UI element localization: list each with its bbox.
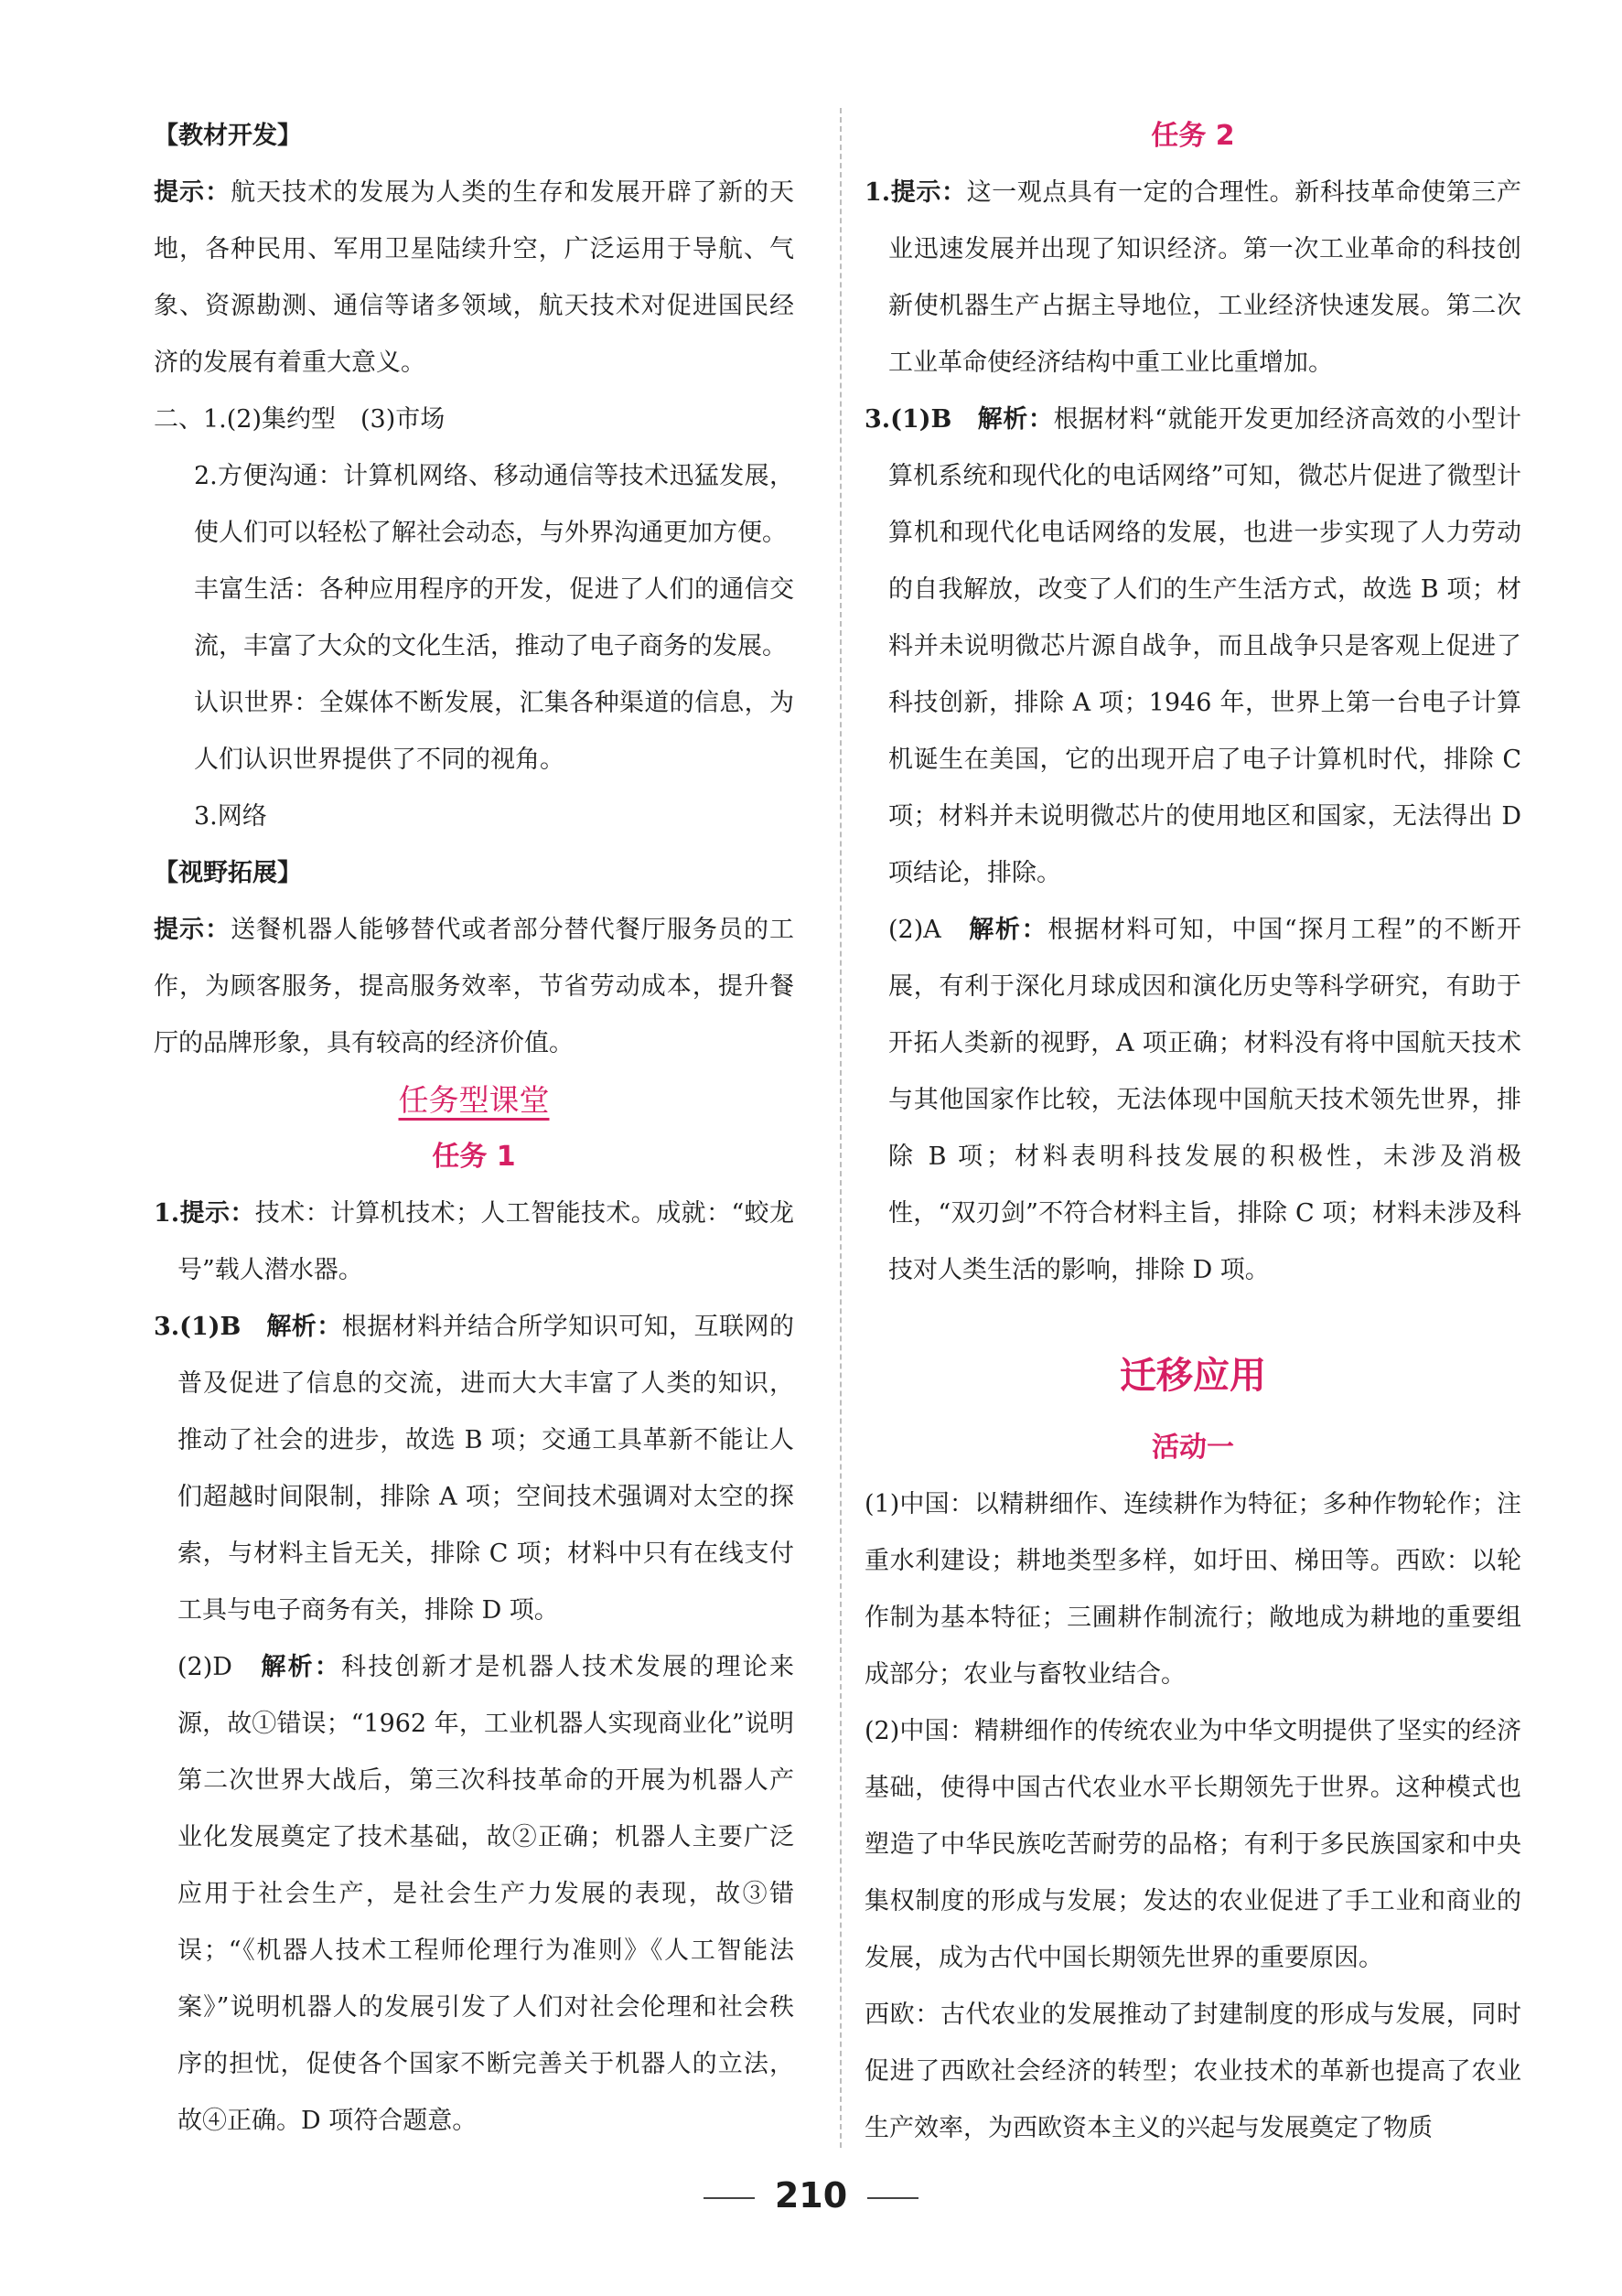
vision-paragraph [154,902,794,1072]
hint-text: 送餐机器人能够替代或者部分替代餐厅服务员的工作，为顾客服务，提高服务效率，节省劳动成本，提升餐厅的品牌形象，具有较高的经济价值。 [154,916,794,1057]
page-number-left-rule [704,2197,755,2199]
answer-2-1: 二、1.(2)集约型 (3)市场 [154,405,446,434]
task1-answer-3-2 [154,1639,794,2150]
vision-heading: 【视野拓展】 [154,859,302,887]
analysis-text: 科技创新才是机器人技术发展的理论来源，故①错误；“1962 年，工业机器人实现商业化”说明第二次世界大战后，第三次科技革命的开展为机器人产业化发展奠定了技术基础，故②正确；机器人主要广泛应用于社会生产，是社会生产力发展的表现，故③错误；“《机器人技术工程师伦理行为准则》《人工智能法案》”说明机器人的发展引发了人们对社会伦理和社会秩序的担忧，促使各个国家不断完善关于机器人的立法，故④正确。D 项符合题意。 [177,1653,795,2135]
page-number [0,2175,1622,2216]
analysis-label: 解析： [266,1313,342,1341]
activity-1-title: 活动一 [1152,1432,1234,1464]
hint-text: 航天技术的发展为人类的生存和发展开辟了新的天地，各种民用、军用卫星陆续升空，广泛运用于导航、气象、资源勘测、通信等诸多领域，航天技术对促进国民经济的发展有着重大意义。 [154,178,794,377]
analysis-label: 解析： [977,405,1054,434]
answer-2-2-life: 丰富生活：各种应用程序的开发，促进了人们的通信交流，丰富了大众的文化生活，推动了电子商务的发展。 [194,575,794,660]
analysis-text: 根据材料“就能开发更加经济高效的小型计算机系统和现代化的电话网络”可知，微芯片促进了微型计算机和现代化电话网络的发展，也进一步实现了人力劳动的自我解放，改变了人们的生产生活方式，故选 B 项；材料并未说明微芯片源自战争，而且战争只是客观上促进了科技创新，排除 A 项；1946 年，世界上第一台电子计算机诞生在美国，它的出现开启了电子计算机时代，排除 C 项；材料并未说明微芯片的使用地区和国家，无法得出 D 项结论，排除。 [888,405,1521,887]
answer-prefix: (2)D [177,1653,262,1681]
analysis-text: 根据材料可知，中国“探月工程”的不断开展，有利于深化月球成因和演化历史等科学研究，有助于开拓人类新的视野，A 项正确；材料没有将中国航天技术与其他国家作比较，无法体现中国航天技术领先世界，排除 B 项；材料表明科技发展的积极性，未涉及消极性，“双刃剑”不符合材料主旨，排除 C 项；材料未涉及科技对人类生活的影响，排除 D 项。 [888,916,1522,1284]
hint-label: 提示： [154,916,231,944]
analysis-label: 解析： [969,916,1048,944]
section-title-task-class: 任务型课堂 [398,1082,550,1118]
hint-label: 1.提示： [865,178,967,207]
page-number-right-rule [867,2197,918,2199]
answer-2-2-communication: 2.方便沟通：计算机网络、移动通信等技术迅猛发展，使人们可以轻松了解社会动态，与外界沟通更加方便。 [194,462,794,547]
hint-label: 1.提示： [154,1199,255,1228]
task2-answer-3-1 [865,392,1521,902]
analysis-label: 解析： [261,1653,342,1681]
answer-prefix: 3.(1)B [865,405,978,434]
hint-label: 提示： [154,178,231,207]
activity1-answer-2: (2)中国：精耕细作的传统农业为中华文明提供了坚实的经济基础，使得中国古代农业水平长期领先于世界。这种模式也塑造了中华民族吃苦耐劳的品格；有利于多民族国家和中央集权制度的形成与发展；发达的农业促进了手工业和商业的发展，成为古代中国长期领先世界的重要原因。 [865,1717,1521,1972]
answer-2-2-world: 认识世界：全媒体不断发展，汇集各种渠道的信息，为人们认识世界提供了不同的视角。 [194,689,794,774]
textbook-dev-heading: 【教材开发】 [154,122,302,150]
answer-prefix: (2)A [888,916,970,944]
task-2-title: 任务 2 [1151,120,1235,152]
activity1-answer-1: (1)中国：以精耕细作、连续耕作为特征；多种作物轮作；注重水利建设；耕地类型多样，如圩田、梯田等。西欧：以轮作制为基本特征；三圃耕作制流行；敞地成为耕地的重要组成部分；农业与畜牧业结合。 [865,1490,1521,1689]
transfer-application-title: 迁移应用 [1120,1355,1266,1397]
task1-answer-3-1 [154,1299,794,1639]
answer-prefix: 3.(1)B [154,1313,267,1341]
hint-text: 这一观点具有一定的合理性。新科技革命使第三产业迅速发展并出现了知识经济。第一次工业革命的科技创新使机器生产占据主导地位，工业经济快速发展。第二次工业革命使经济结构中重工业比重增加。 [888,178,1522,377]
textbook-dev-paragraph [154,165,794,392]
answer-2-3: 3.网络 [194,802,267,831]
analysis-text: 根据材料并结合所学知识可知，互联网的普及促进了信息的交流，进而大大丰富了人类的知识，推动了社会的进步，故选 B 项；交通工具革新不能让人们超越时间限制，排除 A 项；空间技术强调对太空的探索，与材料主旨无关，排除 C 项；材料中只有在线支付工具与电子商务有关，排除 D 项。 [177,1313,794,1625]
column-divider [840,108,842,2148]
left-column [154,108,794,2150]
page-number-value: 210 [774,2175,848,2216]
task-1-title: 任务 1 [432,1141,516,1173]
task2-answer-1 [865,165,1521,392]
task1-answer-1 [154,1186,794,1299]
right-column [865,108,1521,2157]
hint-text: 技术：计算机技术；人工智能技术。成就：“蛟龙号”载人潜水器。 [177,1199,794,1284]
task2-answer-3-2 [865,902,1521,1299]
activity1-answer-2-west: 西欧：古代农业的发展推动了封建制度的形成与发展，同时促进了西欧社会经济的转型；农业技术的革新也提高了农业生产效率，为西欧资本主义的兴起与发展奠定了物质 [865,2001,1521,2142]
